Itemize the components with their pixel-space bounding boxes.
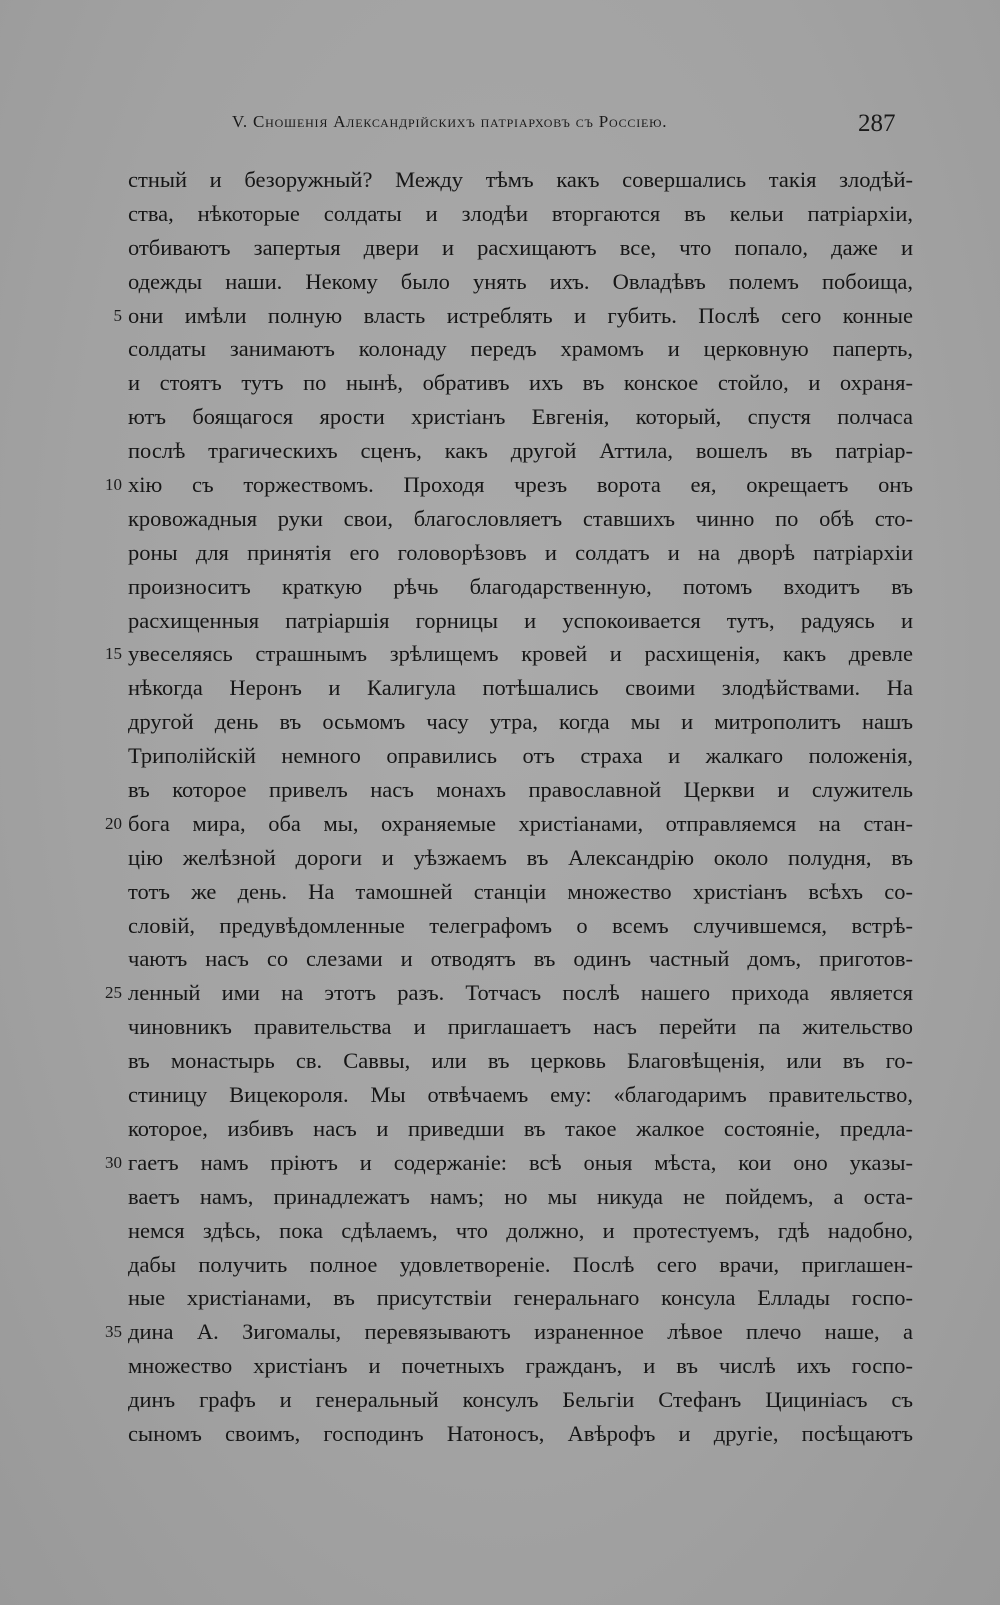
line-number: 15 xyxy=(105,644,122,664)
line-text: послѣ трагическихъ сценъ, какъ другой Аттила, вошелъ въ патріар- xyxy=(128,438,913,464)
line-text: увеселяясь страшнымъ зрѣлищемъ кровей и расхищенія, какъ древле xyxy=(128,641,913,667)
line-text: бога мира, оба мы, охраняемые христіанами, отправляемся на стан- xyxy=(128,810,913,836)
line-text: ваетъ намъ, принадлежатъ намъ; но мы никуда не пойдемъ, а оста- xyxy=(128,1183,913,1209)
text-line xyxy=(0,366,1000,400)
text-line xyxy=(0,1281,1000,1315)
text-line xyxy=(0,1010,1000,1044)
text-line xyxy=(0,1248,1000,1282)
line-number: 10 xyxy=(105,475,122,495)
line-text: расхищенныя патріаршія горницы и успокоивается тутъ, радуясь и xyxy=(128,607,913,633)
text-line xyxy=(0,739,1000,773)
line-text: которое, избивъ насъ и приведши въ такое жалкое состояніе, предла- xyxy=(128,1115,913,1141)
line-text: ленный ими на этотъ разъ. Тотчасъ послѣ нашего прихода является xyxy=(128,980,913,1006)
line-text: сыномъ своимъ, господинъ Натоносъ, Авѣрофъ и другіе, посѣщаютъ xyxy=(128,1420,913,1446)
text-line xyxy=(0,332,1000,366)
text-line xyxy=(0,1146,1000,1180)
line-text: въ которое привелъ насъ монахъ православной Церкви и служитель xyxy=(128,777,913,803)
line-text: отбиваютъ запертыя двери и расхищаютъ все, что попало, даже и xyxy=(128,234,913,260)
text-line xyxy=(0,1315,1000,1349)
line-text: произноситъ краткую рѣчь благодарственную, потомъ входитъ въ xyxy=(128,573,913,599)
line-text: другой день въ осьмомъ часу утра, когда мы и митрополитъ нашъ xyxy=(128,709,913,735)
line-text: стиницу Вицекороля. Мы отвѣчаемъ ему: «благодаримъ правительство, xyxy=(128,1082,913,1108)
text-line xyxy=(0,841,1000,875)
text-line xyxy=(0,400,1000,434)
text-line xyxy=(0,807,1000,841)
text-line xyxy=(0,163,1000,197)
line-text: хію съ торжествомъ. Проходя чрезъ ворота ея, окрещаетъ онъ xyxy=(128,472,913,498)
text-line xyxy=(0,1349,1000,1383)
text-line xyxy=(0,197,1000,231)
text-line xyxy=(0,570,1000,604)
line-number: 25 xyxy=(105,983,122,1003)
line-text: немся здѣсь, пока сдѣлаемъ, что должно, и протестуемъ, гдѣ надобно, xyxy=(128,1217,913,1243)
text-line xyxy=(0,1214,1000,1248)
line-text: гаетъ намъ пріютъ и содержаніе: всѣ оныя мѣста, кои оно указы- xyxy=(128,1149,913,1175)
line-text: солдаты занимаютъ колонаду передъ храмомъ и церковную паперть, xyxy=(128,336,913,362)
text-line xyxy=(0,976,1000,1010)
text-line xyxy=(0,1383,1000,1417)
text-line xyxy=(0,1180,1000,1214)
line-text: роны для принятія его головорѣзовъ и солдатъ и на дворѣ патріархіи xyxy=(128,539,913,565)
running-title: V. Сношенія Александрійскихъ патріарховъ съ Россіею. xyxy=(232,112,668,131)
line-text: одежды наши. Некому было унять ихъ. Овладѣвъ полемъ побоища, xyxy=(128,268,913,294)
line-text: ства, нѣкоторые солдаты и злодѣи вторгаются въ кельи патріархіи, xyxy=(128,200,913,226)
line-text: нѣкогда Неронъ и Калигула потѣшались своими злодѣйствами. На xyxy=(128,675,913,701)
text-line xyxy=(0,909,1000,943)
text-line xyxy=(0,1078,1000,1112)
text-line xyxy=(0,671,1000,705)
line-text: чиновникъ правительства и приглашаетъ насъ перейти па жительство xyxy=(128,1014,913,1040)
body-text xyxy=(0,163,1000,1451)
text-line xyxy=(0,265,1000,299)
line-number: 30 xyxy=(105,1152,122,1172)
line-number: 5 xyxy=(113,305,122,325)
text-line xyxy=(0,637,1000,671)
text-line xyxy=(0,502,1000,536)
line-number: 35 xyxy=(105,1322,122,1342)
line-text: тотъ же день. На тамошней станціи множество христіанъ всѣхъ со- xyxy=(128,878,913,904)
line-text: стный и безоружный? Между тѣмъ какъ совершались такія злодѣй- xyxy=(128,167,913,192)
line-text: и стоятъ тутъ по нынѣ, обративъ ихъ въ конское стойло, и охраня- xyxy=(128,370,913,396)
line-text: множество христіанъ и почетныхъ гражданъ, и въ числѣ ихъ госпо- xyxy=(128,1353,913,1379)
page-number: 287 xyxy=(858,110,896,137)
text-line xyxy=(0,536,1000,570)
line-text: цію желѣзной дороги и уѣзжаемъ въ Александрію около полудня, въ xyxy=(128,844,913,870)
text-line xyxy=(0,1417,1000,1451)
line-text: въ монастырь св. Саввы, или въ церковь Благовѣщенія, или въ го- xyxy=(128,1048,913,1074)
text-line xyxy=(0,231,1000,265)
text-line xyxy=(0,1044,1000,1078)
line-text: Триполійскій немного оправились отъ страха и жалкаго положенія, xyxy=(128,743,913,769)
line-text: они имѣли полную власть истреблять и губить. Послѣ сего конные xyxy=(128,302,913,328)
text-line xyxy=(0,468,1000,502)
line-text: ютъ боящагося ярости христіанъ Евгенія, который, спустя полчаса xyxy=(128,404,913,430)
text-line xyxy=(0,1112,1000,1146)
line-text: дина А. Зигомалы, перевязываютъ израненное лѣвое плечо наше, а xyxy=(128,1319,913,1345)
line-text: дабы получить полное удовлетвореніе. Послѣ сего врачи, приглашен- xyxy=(128,1251,913,1277)
text-line xyxy=(0,299,1000,333)
text-line xyxy=(0,604,1000,638)
line-text: динъ графъ и генеральный консулъ Бельгіи Стефанъ Цициніасъ съ xyxy=(128,1387,913,1413)
line-text: словій, предувѣдомленные телеграфомъ о всемъ случившемся, встрѣ- xyxy=(128,912,913,938)
line-text: чаютъ насъ со слезами и отводятъ въ одинъ частный домъ, приготов- xyxy=(128,946,913,972)
text-line xyxy=(0,434,1000,468)
line-number: 20 xyxy=(105,813,122,833)
line-text: ные христіанами, въ присутствіи генеральнаго консула Еллады госпо- xyxy=(128,1285,913,1311)
text-line xyxy=(0,705,1000,739)
text-line xyxy=(0,875,1000,909)
line-text: кровожадныя руки свои, благословляетъ ставшихъ чинно по обѣ сто- xyxy=(128,505,913,531)
text-line xyxy=(0,942,1000,976)
text-line xyxy=(0,773,1000,807)
